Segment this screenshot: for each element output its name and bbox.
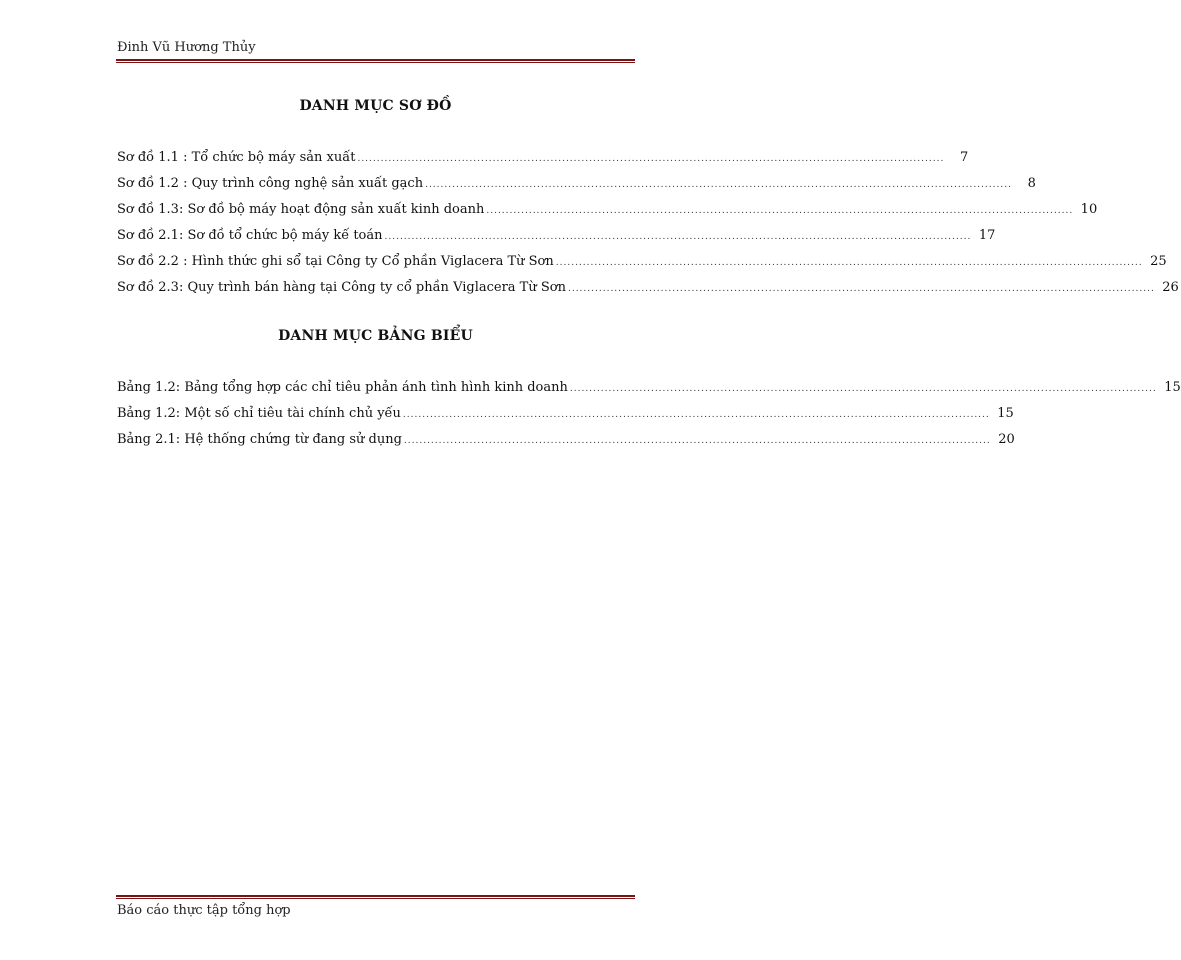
tables-list-title: DANH MỤC BẢNG BIỂU xyxy=(278,328,473,344)
toc-entry-page: 8 xyxy=(1027,176,1036,191)
header-rule xyxy=(116,59,635,63)
diagrams-list-title: DANH MỤC SƠ ĐỒ xyxy=(299,98,452,114)
footer-text: Báo cáo thực tập tổng hợp xyxy=(117,903,291,918)
toc-entry-page: 7 xyxy=(960,150,969,165)
toc-entry[interactable] xyxy=(117,254,1167,280)
leader-dots: ........................................................................................................................................................ xyxy=(403,436,991,446)
toc-entry-page: 20 xyxy=(998,432,1015,447)
toc-entry-page: 17 xyxy=(978,228,996,243)
toc-entry[interactable] xyxy=(117,176,1036,202)
toc-entry-page: 26 xyxy=(1162,280,1179,295)
toc-entry[interactable] xyxy=(117,150,969,176)
toc-entry[interactable] xyxy=(117,228,996,254)
toc-entry[interactable] xyxy=(117,406,1014,432)
footer-rule xyxy=(116,895,635,899)
toc-entry-label: Bảng 1.2: Bảng tổng hợp các chỉ tiêu phản ánh tình hình kinh doanh xyxy=(117,380,568,395)
tables-list xyxy=(117,380,1181,458)
toc-entry-label: Sơ đồ 1.3: Sơ đồ bộ máy hoạt động sản xuất kinh doanh xyxy=(117,202,485,217)
author-name: Đinh Vũ Hương Thủy xyxy=(117,40,256,55)
toc-entry-page: 15 xyxy=(1164,380,1181,395)
leader-dots: ........................................................................................................................................................ xyxy=(384,232,972,242)
leader-dots: ........................................................................................................................................................ xyxy=(402,410,990,420)
toc-entry-page: 10 xyxy=(1080,202,1098,217)
toc-entry-label: Sơ đồ 2.3: Quy trình bán hàng tại Công ty cổ phần Viglacera Từ Sơn xyxy=(117,280,566,295)
toc-entry[interactable] xyxy=(117,280,1179,306)
toc-entry[interactable] xyxy=(117,380,1181,406)
toc-entry[interactable] xyxy=(117,202,1098,228)
toc-entry-page: 15 xyxy=(997,406,1014,421)
leader-dots: ........................................................................................................................................................ xyxy=(357,154,945,164)
toc-entry-label: Sơ đồ 1.2 : Quy trình công nghệ sản xuất gạch xyxy=(117,176,424,191)
leader-dots: ........................................................................................................................................................ xyxy=(555,258,1143,268)
toc-entry-page: 25 xyxy=(1150,254,1167,269)
diagrams-list xyxy=(117,150,1179,306)
leader-dots: ........................................................................................................................................................ xyxy=(569,384,1157,394)
leader-dots: ........................................................................................................................................................ xyxy=(486,206,1074,216)
leader-dots: ........................................................................................................................................................ xyxy=(567,284,1155,294)
toc-entry-label: Bảng 1.2: Một số chỉ tiêu tài chính chủ yếu xyxy=(117,406,401,421)
toc-entry-label: Sơ đồ 2.1: Sơ đồ tổ chức bộ máy kế toán xyxy=(117,228,383,243)
toc-entry-label: Bảng 2.1: Hệ thống chứng từ đang sử dụng xyxy=(117,432,402,447)
toc-entry[interactable] xyxy=(117,432,1015,458)
leader-dots: ........................................................................................................................................................ xyxy=(425,180,1012,190)
toc-entry-label: Sơ đồ 2.2 : Hình thức ghi sổ tại Công ty Cổ phần Viglacera Từ Sơn xyxy=(117,254,554,269)
toc-entry-label: Sơ đồ 1.1 : Tổ chức bộ máy sản xuất xyxy=(117,150,356,165)
